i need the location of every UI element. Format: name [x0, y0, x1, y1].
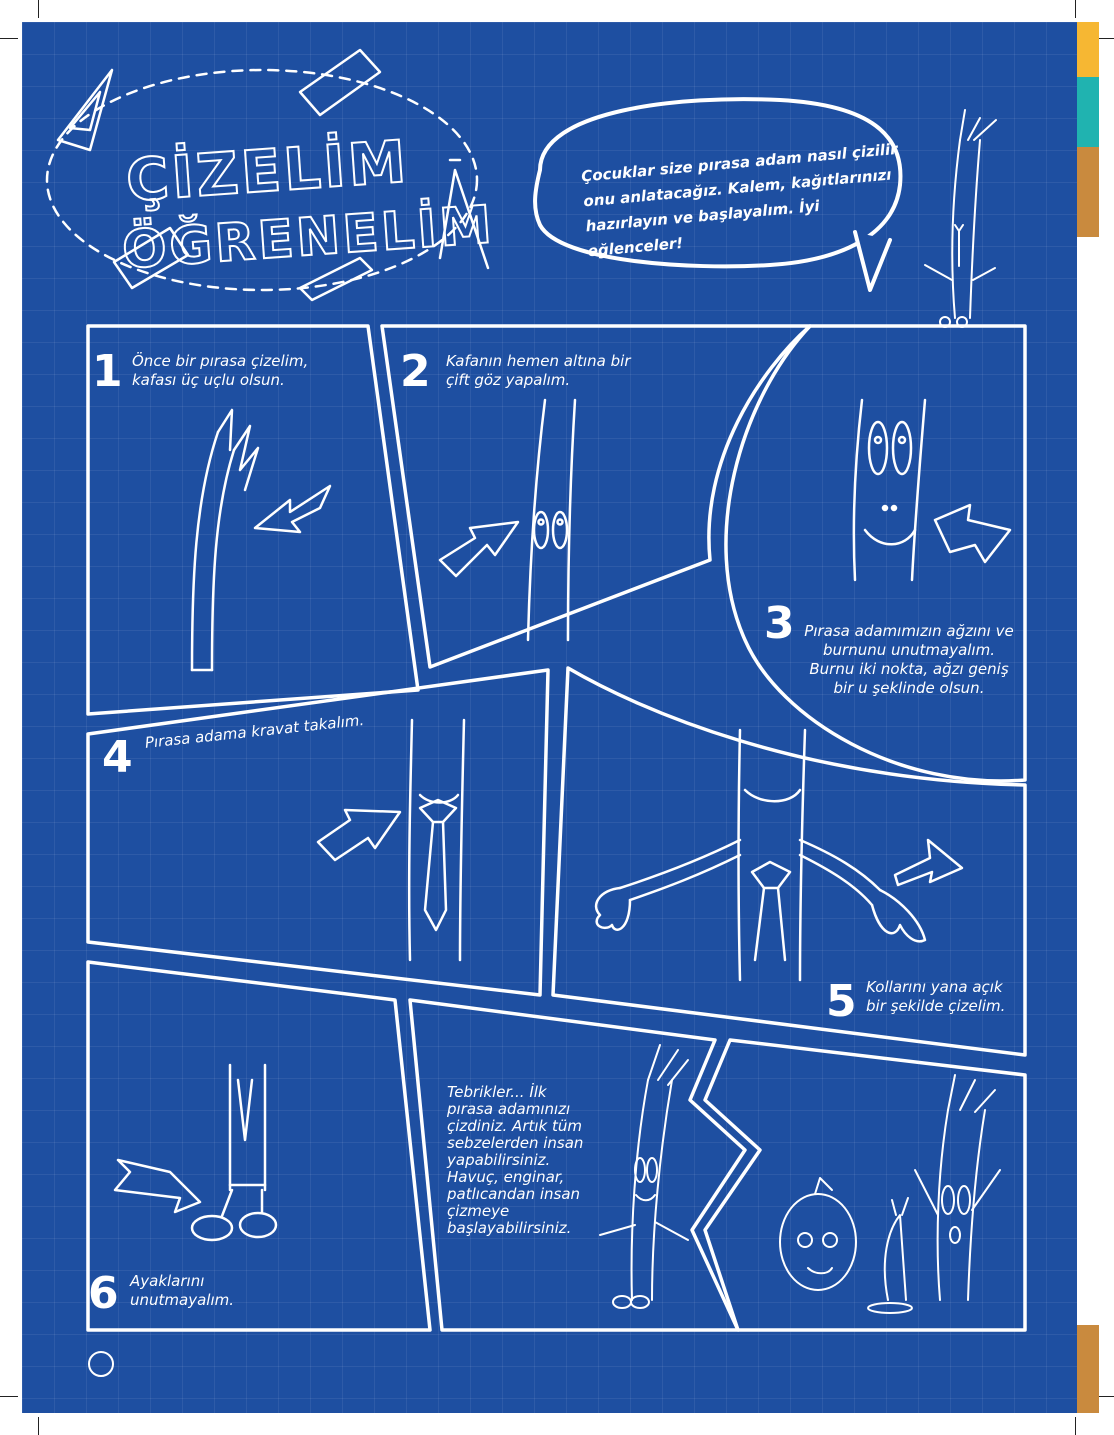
step-5-text: Kollarını yana açık bir şekilde çizelim. [866, 978, 1006, 1015]
crop-mark [0, 1396, 18, 1397]
arrow-icon [935, 505, 1010, 562]
step-3-number: 3 [764, 598, 795, 649]
step-3-text: Pırasa adamımızın ağzını ve burnunu unutmayalım. Burnu iki nokta, ağzı geniş bir u şeklinde olsun. [804, 622, 1014, 697]
edge-tab-teal [1077, 77, 1099, 147]
step-1-leek [192, 410, 330, 670]
step-4-leek [318, 720, 464, 960]
final-message-text: Tebrikler... İlk pırasa adamınızı çizdiniz. Artık tüm sebzelerden insan yapabilirsiniz. Havuç, enginar, patlıcandan insan çizmeye başlayabilirsiniz. [447, 1083, 584, 1237]
title-line-2: ÖĞRENELİM [120, 195, 497, 281]
step-6-text: Ayaklarını unutmayalım. [130, 1272, 234, 1309]
title-line-1: ÇİZELİM [123, 127, 412, 215]
arrow-icon [895, 840, 962, 885]
arrow-icon [440, 522, 518, 576]
final-leek-character [600, 1045, 688, 1308]
arrow-icon [115, 1160, 200, 1212]
tomato-character [780, 1194, 856, 1290]
edge-tab-yellow [1077, 22, 1099, 77]
crop-mark [0, 38, 18, 39]
step-2-leek [440, 400, 575, 640]
arrow-icon [318, 810, 400, 860]
step-2-number: 2 [400, 346, 431, 397]
ruler-icon [300, 50, 380, 115]
intro-leek-character [925, 110, 996, 327]
edge-tab-wood [1077, 147, 1099, 237]
crop-mark [1075, 0, 1076, 18]
skateboard-icon [868, 1303, 912, 1313]
carrot-character [885, 1215, 906, 1300]
cheering-leek-character [938, 1110, 985, 1300]
step-5-number: 5 [826, 976, 857, 1027]
blueprint-page [22, 22, 1077, 1413]
step-4-number: 4 [102, 732, 133, 783]
step-3-leek [854, 400, 1010, 580]
crop-mark [38, 0, 39, 18]
vegetable-friends [780, 1075, 1000, 1313]
crop-mark [38, 1417, 39, 1435]
step-6-number: 6 [88, 1268, 119, 1319]
step-2-text: Kafanın hemen altına bir çift göz yapalım. [446, 352, 631, 389]
arrow-icon [255, 486, 330, 532]
panel-8-frame [705, 1040, 1025, 1330]
crop-mark [1075, 1417, 1076, 1435]
step-1-text: Önce bir pırasa çizelim, kafası üç uçlu olsun. [132, 352, 309, 389]
page-number-circle [88, 1351, 114, 1377]
edge-tab-wood-bottom [1077, 1325, 1099, 1413]
step-4-text: Pırasa adama kravat takalım. [144, 710, 365, 752]
step-6-leek [115, 1065, 276, 1240]
step-1-number: 1 [92, 346, 123, 397]
intro-bubble-text: Çocuklar size pırasa adam nasıl çizilir onu anlatacağız. Kalem, kağıtlarınızı hazırlayın ve başlayalım. İyi eğlenceler! [580, 139, 899, 261]
